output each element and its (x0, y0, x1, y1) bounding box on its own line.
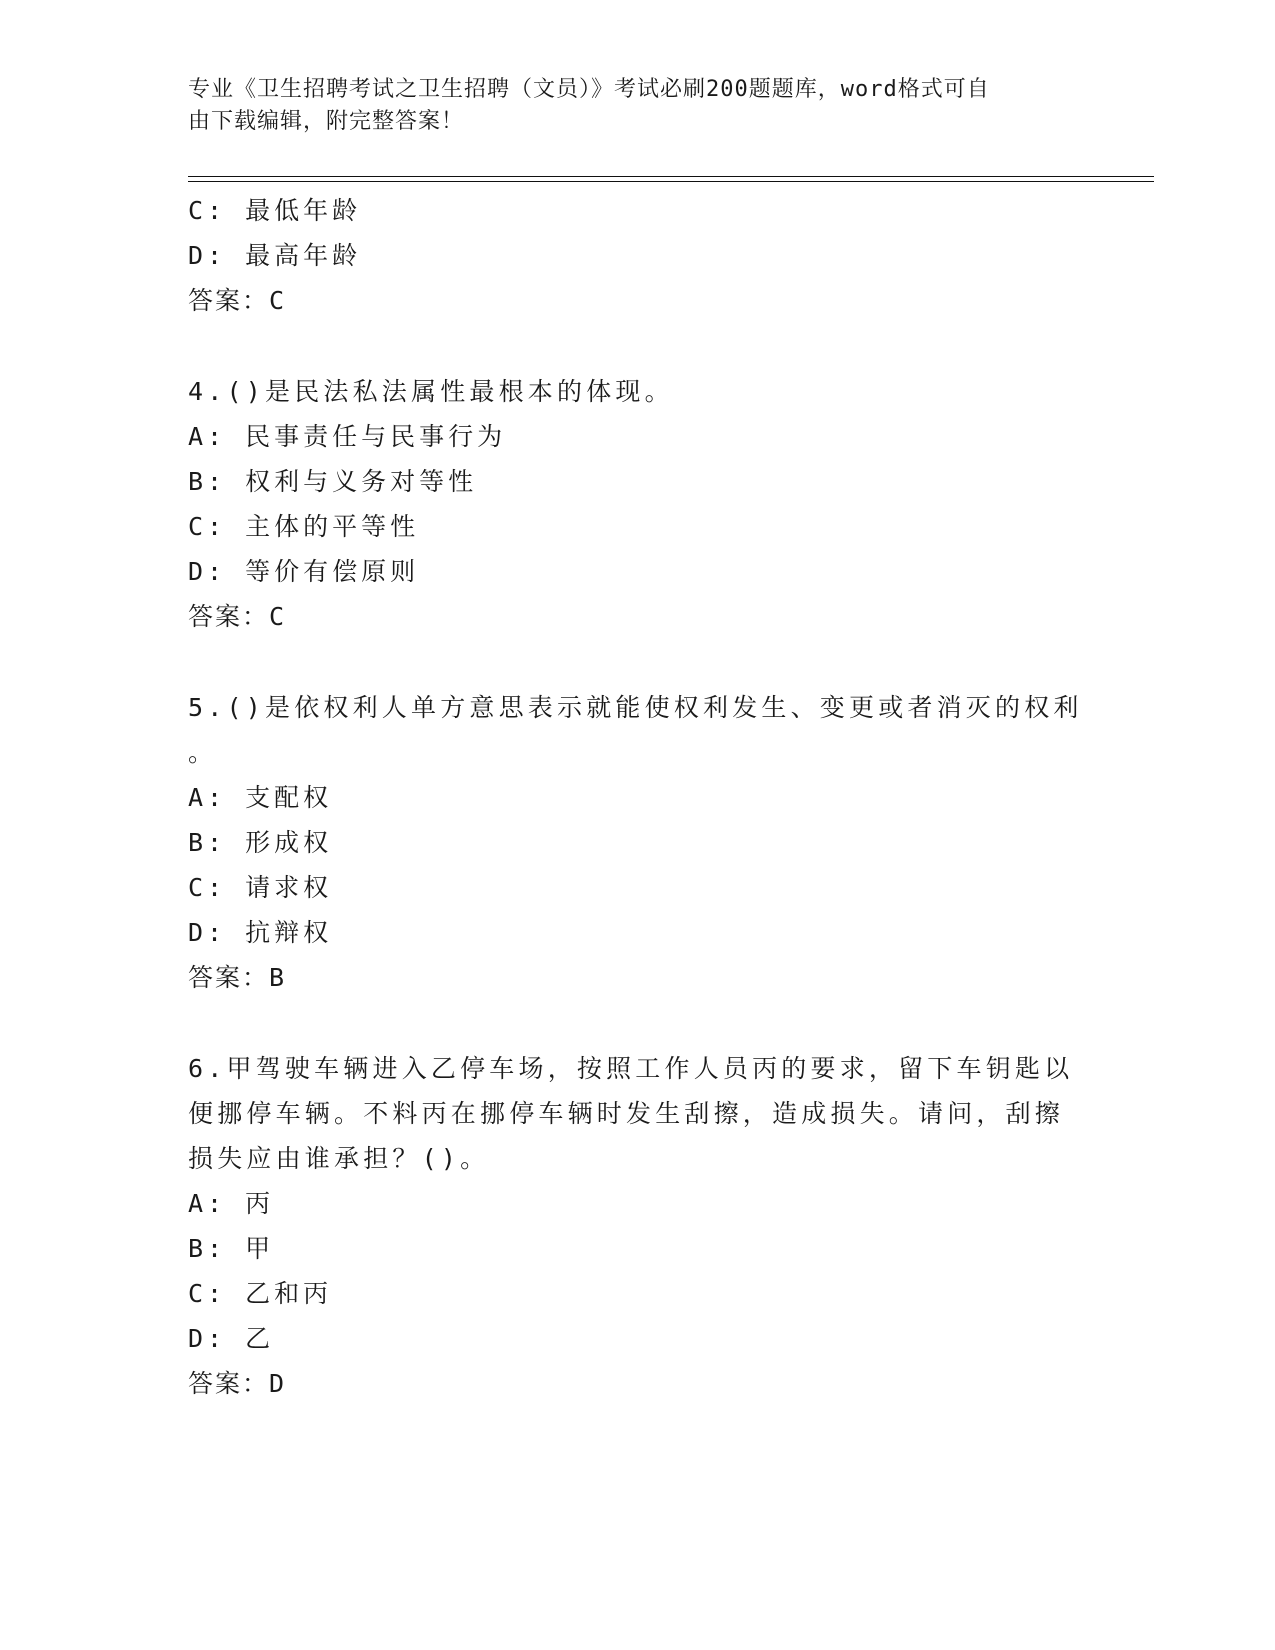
answer-value: D (269, 1369, 287, 1398)
header-line-2: 由下载编辑，附完整答案！ (188, 109, 465, 134)
question-stem-line-1: 6.甲驾驶车辆进入乙停车场，按照工作人员丙的要求，留下车钥匙以 (188, 1054, 1074, 1083)
option-d: D: 等价有偿原则 (188, 557, 420, 586)
option-a: A: 丙 (188, 1189, 275, 1218)
question-5 (188, 685, 1088, 1000)
answer-line (188, 594, 1088, 639)
header-line-1: 专业《卫生招聘考试之卫生招聘（文员）》考试必刷200题题库，word格式可自 (188, 77, 990, 102)
option-c: C: 乙和丙 (188, 1279, 333, 1308)
answer-label: 答案： (188, 1369, 270, 1398)
option-d: D: 乙 (188, 1324, 275, 1353)
question-4 (188, 369, 1088, 639)
question-6 (188, 1046, 1088, 1406)
header-rule-top (188, 176, 1154, 177)
answer-value: B (269, 963, 287, 992)
option-c: C: 主体的平等性 (188, 512, 420, 541)
question-stem-line-3: 损失应由谁承担？()。 (188, 1144, 490, 1173)
question-stem-line-2: 。 (188, 738, 218, 767)
answer-value: C (269, 286, 287, 315)
answer-label: 答案： (188, 963, 270, 992)
option-a: A: 民事责任与民事行为 (188, 422, 507, 451)
question-list (188, 188, 1088, 1406)
answer-line (188, 1361, 1088, 1406)
option-c: C: 请求权 (188, 873, 333, 902)
option-a: A: 支配权 (188, 783, 333, 812)
question-spacer (188, 1000, 1088, 1046)
question-spacer (188, 323, 1088, 369)
answer-label: 答案： (188, 602, 270, 631)
question-3-tail (188, 188, 1088, 323)
question-spacer (188, 639, 1088, 685)
option-d: D: 最高年龄 (188, 241, 362, 270)
header-rule-bottom (188, 181, 1154, 182)
question-stem-line-2: 便挪停车辆。不料丙在挪停车辆时发生刮擦，造成损失。请问，刮擦 (188, 1099, 1065, 1128)
answer-line (188, 278, 1088, 323)
answer-value: C (269, 602, 287, 631)
document-header (188, 74, 1068, 138)
question-stem-line-1: 5.()是依权利人单方意思表示就能使权利发生、变更或者消灭的权利 (188, 693, 1083, 722)
question-stem: 4.()是民法私法属性最根本的体现。 (188, 377, 674, 406)
option-b: B: 形成权 (188, 828, 333, 857)
answer-label: 答案： (188, 286, 270, 315)
option-b: B: 甲 (188, 1234, 275, 1263)
option-b: B: 权利与义务对等性 (188, 467, 478, 496)
option-d: D: 抗辩权 (188, 918, 333, 947)
option-c: C: 最低年龄 (188, 196, 362, 225)
answer-line (188, 955, 1088, 1000)
